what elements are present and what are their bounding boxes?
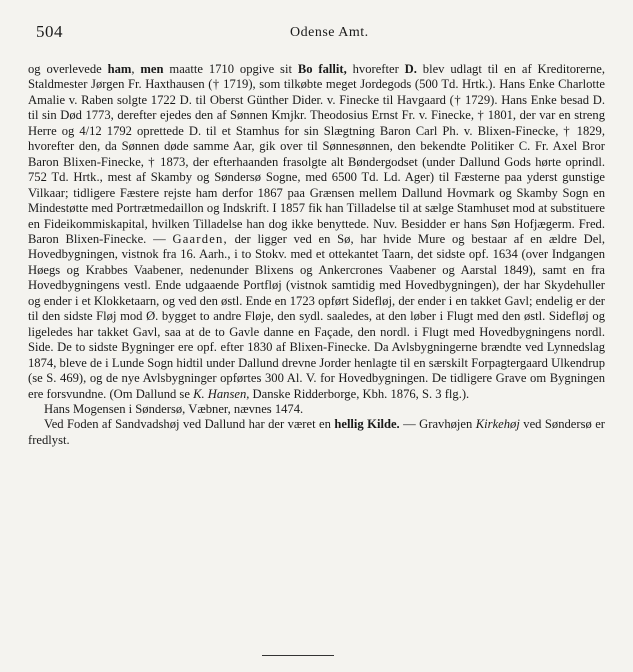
body-text — [28, 62, 605, 448]
text-run: Danske Ridderborge, Kbh. 1876, S. 3 flg.). — [249, 386, 470, 401]
page-number: 504 — [36, 22, 63, 41]
text-run: K. Hansen, — [193, 386, 250, 401]
paragraph — [28, 417, 605, 448]
text-run: ham — [107, 62, 132, 76]
footer-rule — [262, 655, 334, 656]
text-run: — Gravhøjen — [399, 417, 476, 432]
text-run: Gaarden, — [172, 231, 228, 246]
text-run: der ligger ved en Sø, har hvide Mure og bestaar af en ældre Del, Hovedbygningen, vistnok fra 16. Aarh., i to Stokv. med et ottekantet Taarn, det sidste opf. 1634 (over Indgangen Høegs og Krabbes Vaabener, nedenunder Blixens og Ankercrones Vaabener og Aarstal 1849), samt en fra Hovedbygningens vestl. Ende udgaaende Portfløj (vistnok samtidig med Hovedbygningen), der har Skydehuller og ender i et Klokketaarn, og ved den østl. Ende en 1723 opført Sidefløj, der ender i en takket Gavl; endelig er der til den sidste Fløj mod Ø. bygget to andre Fløje, den sydl. saaledes, at den løber i Flugt med den østl. Sidefløj og ligeledes har takket Gavl, saa at de to Gavle danne en Façade, den nordl. i Flugt med Hovedbygningens nordl. Side. De to sidste Bygninger ere opf. efter 1830 af Blixen-Finecke. Da Avlsbygningerne brændte ved Lynnedslag 1874, bleve de i Lunde Sogn hidtil under Dallund drevne Jorder henlagte til en særskilt Forpagtergaard Ulkendrup (se S. 469), og de nye Avlsbygninger opførtes 300 Al. V. for Hovedbygningen. De tidligere Grave om Bygningen ere forsvundne. (Om Dallund se — [28, 231, 605, 401]
text-run: Hans Mogensen i Søndersø, Væbner, nævnes 1474. — [44, 401, 304, 416]
text-run: Kirkehøj — [475, 417, 520, 432]
text-run: hellig Kilde. — [334, 417, 400, 432]
text-run: ved Søndersø er fredlyst. — [28, 417, 605, 447]
running-title: Odense Amt. — [290, 25, 369, 40]
page-header — [28, 14, 605, 40]
text-run: og overlevede — [28, 62, 108, 76]
text-run: Ved Foden af Sandvadshøj ved Dallund har der været en — [44, 417, 335, 432]
paragraph — [28, 402, 605, 417]
paragraph — [28, 62, 605, 402]
text-run: Bo fallit, — [297, 62, 347, 76]
text-run: blev udlagt til en af Kreditorerne, Staldmester Jørgen Fr. Haxthausen († 1719), som tilkøbte meget Jordegods (500 Td. Hrtk.). Hans Enke Charlotte Amalie v. Raben solgte 1722 D. til Oberst Günther Dider. v. Finecke til Havgaard († 1729). Hans Enke besad D. til sin Død 1773, derefter ejedes den af Sønnen Kmjkr. Theodosius Ernst Fr. v. Finecke, † 1801, der var en streng Herre og 4/12 1792 oprettede D. til et Stamhus for sin Slægtning Baron Carl Ph. v. Blixen-Finecke, † 1829, hvorefter den, da Sønnen døde samme Aar, gik over til Sønnesønnen, den bekendte Politiker C. Fr. Axel Bror Baron Blixen-Finecke, † 1873, der efterhaanden frasolgte alt Bøndergodset (under Dallund Gods hørte oprindl. 752 Td. Hrtk., mest af Skamby og Søndersø Sogne, med 6500 Td. Ld. Ager) til Fæsterne paa yderst gunstige Vilkaar; tidligere Fæstere rejste ham derfor 1867 paa Grænsen mellem Dallund Hovmark og Skamby Sogn en Mindestøtte med Portrætmedaillon og Indskrift. I 1857 fik han Tilladelse til at sælge Stamhuset mod at substituere en Fideikommiskapital, hvilken Tilladelse han dog ikke benyttede. Nuv. Besidder er hans Søn Hofjægerm. Fred. Baron Blixen-Finecke. — — [28, 62, 606, 246]
text-run: hvorefter — [346, 62, 405, 76]
text-run: D. — [404, 62, 417, 76]
text-run: men — [140, 62, 164, 76]
text-run: maatte 1710 opgive sit — [163, 62, 298, 76]
text-run: , — [131, 62, 141, 76]
